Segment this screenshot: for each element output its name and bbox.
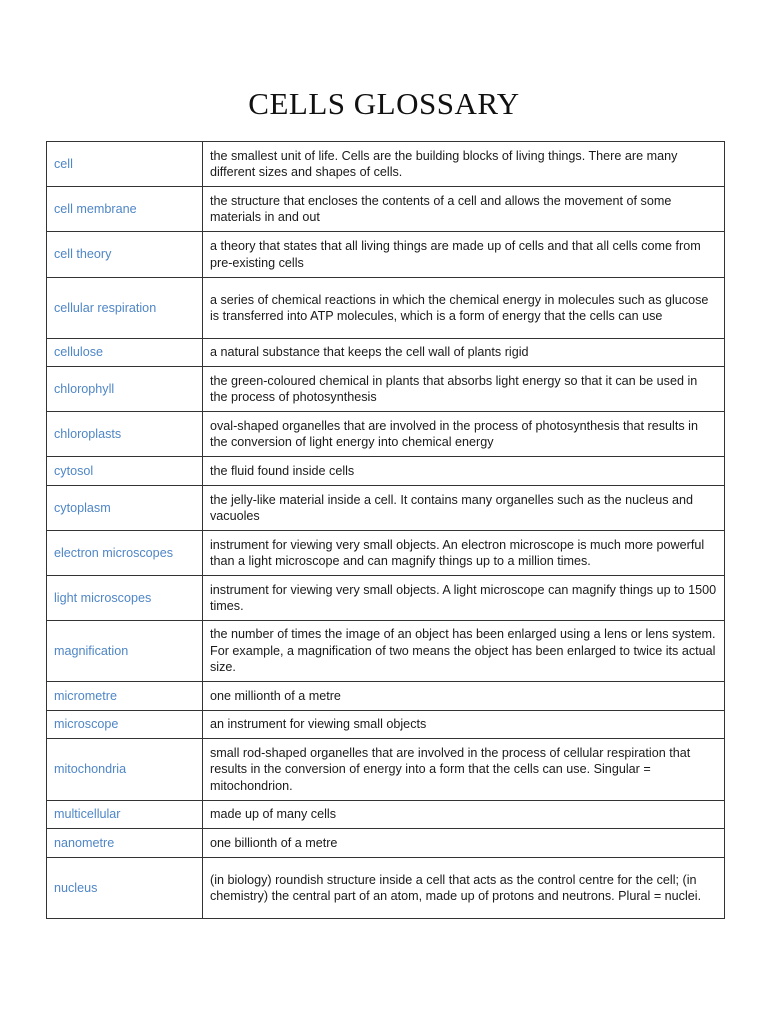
glossary-term: microscope <box>47 711 203 739</box>
table-row <box>47 457 725 486</box>
glossary-term: nucleus <box>47 858 203 919</box>
glossary-term: light microscopes <box>47 576 203 621</box>
glossary-term: nanometre <box>47 829 203 858</box>
glossary-term: cell theory <box>47 232 203 278</box>
glossary-term: mitochondria <box>47 739 203 801</box>
glossary-term: chlorophyll <box>47 367 203 412</box>
glossary-definition: the green-coloured chemical in plants that absorbs light energy so that it can be used in the process of photosynthesis <box>203 367 725 412</box>
glossary-term: cellular respiration <box>47 278 203 339</box>
table-row <box>47 278 725 339</box>
glossary-definition: a natural substance that keeps the cell wall of plants rigid <box>203 339 725 367</box>
glossary-term: cell membrane <box>47 187 203 232</box>
glossary-term: electron microscopes <box>47 531 203 576</box>
glossary-definition: an instrument for viewing small objects <box>203 711 725 739</box>
glossary-definition: the smallest unit of life. Cells are the building blocks of living things. There are many different sizes and shapes of cells. <box>203 142 725 187</box>
table-row <box>47 621 725 682</box>
glossary-term: cytoplasm <box>47 486 203 531</box>
glossary-definition: the fluid found inside cells <box>203 457 725 486</box>
glossary-definition: small rod-shaped organelles that are involved in the process of cellular respiration that results in the conversion of energy into a form that the cells can use. Singular = mitochondrion. <box>203 739 725 801</box>
glossary-definition: the structure that encloses the contents of a cell and allows the movement of some materials in and out <box>203 187 725 232</box>
table-row <box>47 801 725 829</box>
glossary-term: cell <box>47 142 203 187</box>
table-row <box>47 187 725 232</box>
table-row <box>47 829 725 858</box>
glossary-definition: oval-shaped organelles that are involved in the process of photosynthesis that results in the conversion of light energy into chemical energy <box>203 412 725 457</box>
glossary-term: micrometre <box>47 682 203 711</box>
glossary-definition: made up of many cells <box>203 801 725 829</box>
table-row <box>47 486 725 531</box>
glossary-definition: instrument for viewing very small objects. A light microscope can magnify things up to 1500 times. <box>203 576 725 621</box>
glossary-definition: (in biology) roundish structure inside a cell that acts as the control centre for the cell; (in chemistry) the central part of an atom, made up of protons and neutrons. Plural = nuclei. <box>203 858 725 919</box>
table-row <box>47 412 725 457</box>
glossary-definition: instrument for viewing very small objects. An electron microscope is much more powerful than a light microscope and can magnify things up to a million times. <box>203 531 725 576</box>
glossary-term: chloroplasts <box>47 412 203 457</box>
table-row <box>47 142 725 187</box>
table-row <box>47 531 725 576</box>
page-title: CELLS GLOSSARY <box>248 86 520 121</box>
glossary-definition: one millionth of a metre <box>203 682 725 711</box>
glossary-term: cytosol <box>47 457 203 486</box>
table-row <box>47 339 725 367</box>
table-row <box>47 739 725 801</box>
glossary-body <box>47 142 725 919</box>
table-row <box>47 576 725 621</box>
table-row <box>47 367 725 412</box>
glossary-definition: a series of chemical reactions in which the chemical energy in molecules such as glucose is transferred into ATP molecules, which is a form of energy that the cells can use <box>203 278 725 339</box>
glossary-definition: the jelly-like material inside a cell. It contains many organelles such as the nucleus and vacuoles <box>203 486 725 531</box>
glossary-term: cellulose <box>47 339 203 367</box>
glossary-definition: the number of times the image of an object has been enlarged using a lens or lens system. For example, a magnification of two means the object has been enlarged to twice its actual size. <box>203 621 725 682</box>
glossary-table <box>46 141 725 919</box>
table-row <box>47 682 725 711</box>
glossary-definition: one billionth of a metre <box>203 829 725 858</box>
table-row <box>47 711 725 739</box>
table-row <box>47 858 725 919</box>
glossary-term: magnification <box>47 621 203 682</box>
glossary-definition: a theory that states that all living things are made up of cells and that all cells come from pre-existing cells <box>203 232 725 278</box>
table-row <box>47 232 725 278</box>
glossary-term: multicellular <box>47 801 203 829</box>
